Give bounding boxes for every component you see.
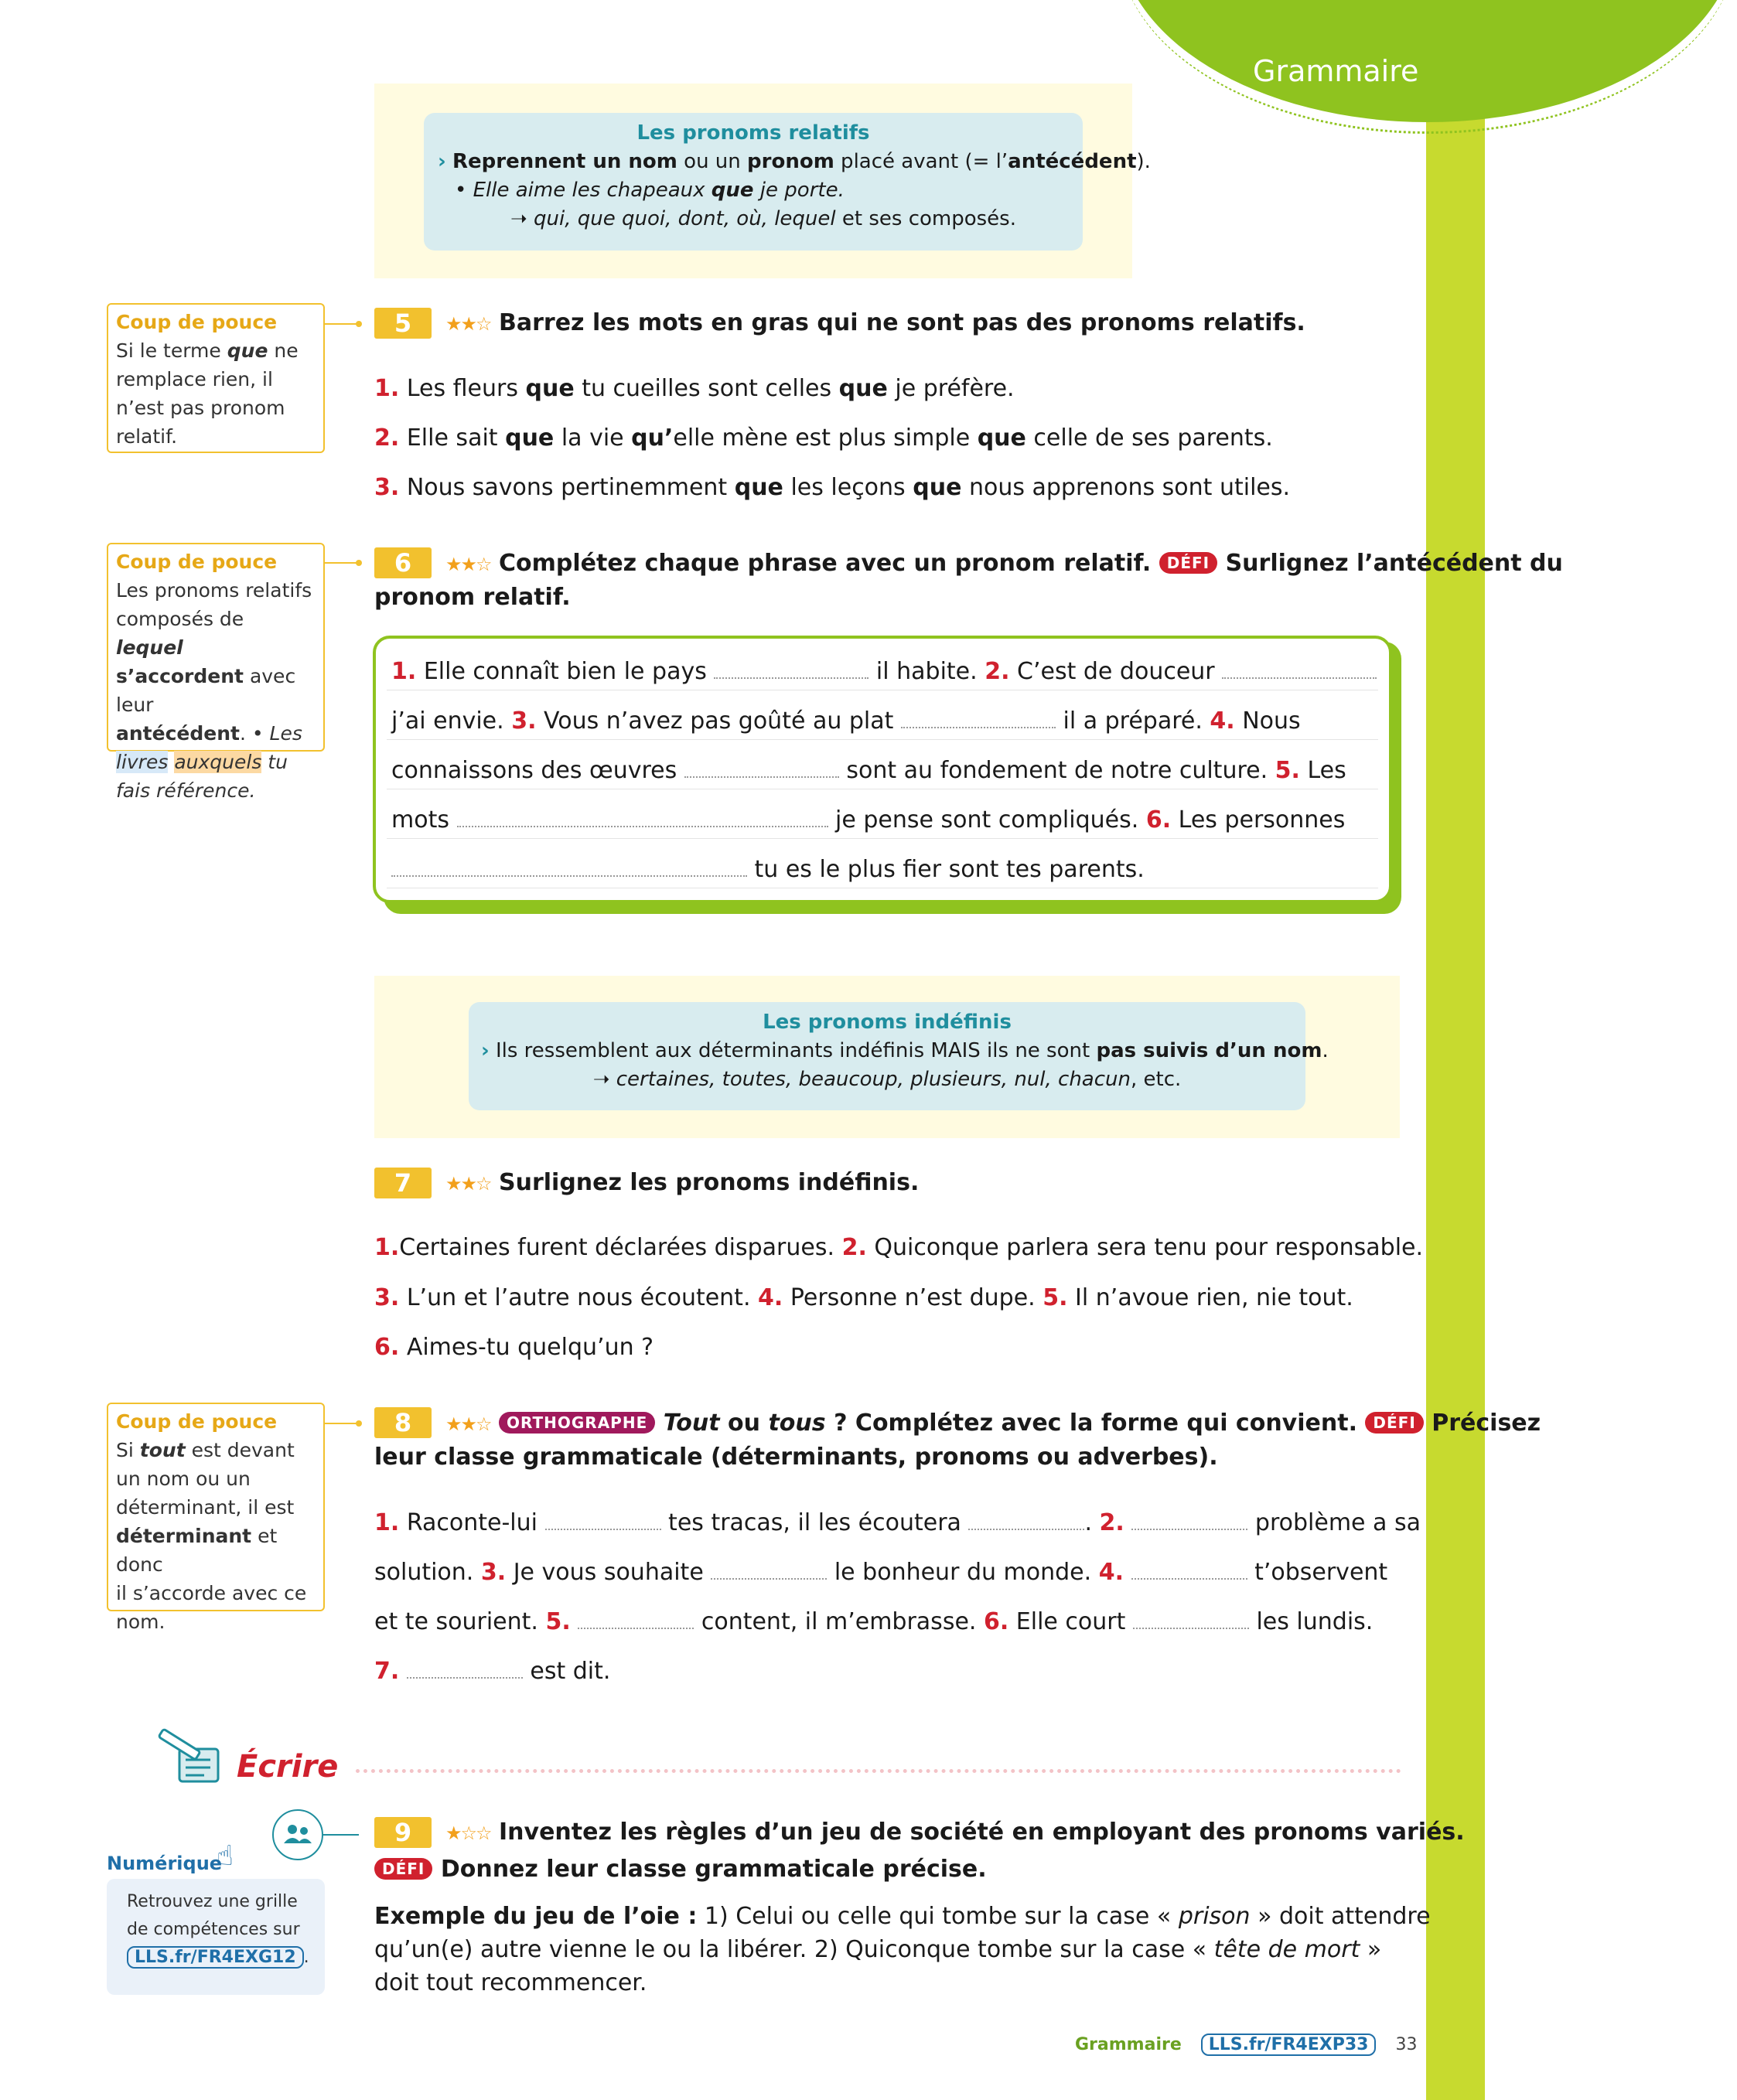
exercise-number: 8 xyxy=(374,1407,432,1438)
blank-field[interactable] xyxy=(578,1606,694,1629)
defi-badge: DÉFI xyxy=(1365,1412,1423,1434)
fill-line: tu es le plus fier sont tes parents. xyxy=(391,854,1145,885)
page-footer xyxy=(1075,2035,1417,2054)
group-work-icon xyxy=(272,1809,323,1860)
exercise-number: 7 xyxy=(374,1168,432,1198)
exercise-line: qu’un(e) autre vienne le ou la libérer. 2) Quiconque tombe sur la case « tête de mort » xyxy=(374,1936,1382,1963)
chevron-icon: › xyxy=(438,150,446,173)
section-label: Grammaire xyxy=(1253,54,1419,88)
exercise-line: doit tout recommencer. xyxy=(374,1969,647,1996)
section-heading-ecrire: Écrire xyxy=(237,1749,339,1785)
exercise-line: 6. Aimes-tu quelqu’un ? xyxy=(374,1334,654,1361)
rule-list: ➝ qui, que quoi, dont, où, lequel et ses composés. xyxy=(510,207,1016,230)
exercise-line: 7. est dit. xyxy=(374,1655,610,1687)
rule-line: › Reprennent un nom ou un pronom placé avant (= l’antécédent). xyxy=(438,150,1151,173)
fill-line: mots je pense sont compliqués. 6. Les personnes xyxy=(391,804,1345,836)
orthographe-badge: ORTHOGRAPHE xyxy=(499,1412,655,1434)
fill-line: j’ai envie. 3. Vous n’avez pas goûté au plat il a préparé. 4. Nous xyxy=(391,705,1301,737)
exercise-title: ★★☆ Surlignez les pronoms indéfinis. xyxy=(445,1169,920,1196)
exercise-title: ★★☆ ORTHOGRAPHE Tout ou tous ? Complétez avec la forme qui convient. DÉFI Précisez xyxy=(445,1410,1541,1437)
defi-badge: DÉFI xyxy=(1159,552,1217,574)
exercise-number: 5 xyxy=(374,308,432,339)
exercise-line: 1. Les fleurs que tu cueilles sont celles que je préfère. xyxy=(374,375,1015,402)
blank-field[interactable] xyxy=(684,755,839,778)
tip-title: Coup de pouce xyxy=(116,551,278,573)
tip-title: Coup de pouce xyxy=(116,311,278,333)
exercise-line: 1. Raconte-lui tes tracas, il les écoutera . 2. problème a sa xyxy=(374,1507,1421,1539)
exercise-title-continued: DÉFI Donnez leur classe grammaticale précise. xyxy=(374,1853,987,1886)
blank-field[interactable] xyxy=(968,1507,1084,1530)
tip-connector-dot xyxy=(356,321,362,327)
pointer-hand-icon: ☝ xyxy=(217,1840,234,1872)
blank-field[interactable] xyxy=(545,1507,661,1530)
difficulty-stars-icon: ★★☆ xyxy=(445,1173,491,1195)
numerique-title: Numérique xyxy=(107,1853,223,1874)
tip-box: Coup de pouce Si le terme que ne remplace rien, il n’est pas pronom relatif. xyxy=(107,303,325,453)
tip-connector xyxy=(325,323,359,325)
blank-field[interactable] xyxy=(391,854,747,877)
exercise-line: 3. L’un et l’autre nous écoutent. 4. Personne n’est dupe. 5. Il n’avoue rien, nie tout. xyxy=(374,1284,1353,1311)
blank-field[interactable] xyxy=(1131,1507,1247,1530)
exercise-number: 9 xyxy=(374,1817,432,1848)
side-color-bar xyxy=(1426,0,1485,2100)
page-number: 33 xyxy=(1395,2035,1418,2054)
exercise-line: et te sourient. 5. content, il m’embrasse. 6. Elle court les lundis. xyxy=(374,1606,1373,1638)
rule-box-relatifs xyxy=(424,113,1151,251)
difficulty-stars-icon: ★★☆ xyxy=(445,1413,491,1435)
difficulty-stars-icon: ★★☆ xyxy=(445,554,491,575)
exercise-title: ★☆☆ Inventez les règles d’un jeu de société en employant des pronoms variés. xyxy=(445,1819,1465,1846)
blank-field[interactable] xyxy=(1222,656,1377,679)
numerique-box: Retrouvez une grille de compétences sur LLS.fr/FR4EXG12 . xyxy=(107,1879,325,1995)
fill-line: connaissons des œuvres sont au fondement de notre culture. 5. Les xyxy=(391,755,1346,786)
footer-section: Grammaire xyxy=(1075,2035,1182,2054)
dotted-separator xyxy=(356,1769,1401,1773)
exercise-line: 3. Nous savons pertinemment que les leçons que nous apprenons sont utiles. xyxy=(374,474,1291,501)
rule-list: ➝ certaines, toutes, beaucoup, plusieurs, nul, chacun, etc. xyxy=(592,1068,1182,1091)
chevron-icon: › xyxy=(481,1039,490,1062)
exercise-title-continued: leur classe grammaticale (déterminants, pronoms ou adverbes). xyxy=(374,1444,1218,1471)
numerique-link[interactable]: LLS.fr/FR4EXG12 xyxy=(127,1946,304,1969)
exercise-title: ★★☆ Barrez les mots en gras qui ne sont pas des pronoms relatifs. xyxy=(445,309,1305,336)
fill-line: 1. Elle connaît bien le pays il habite. 2. C’est de douceur xyxy=(391,656,1377,687)
difficulty-stars-icon: ★☆☆ xyxy=(445,1822,491,1844)
exercise-line: 2. Elle sait que la vie qu’elle mène est plus simple que celle de ses parents. xyxy=(374,424,1273,452)
footer-link[interactable]: LLS.fr/FR4EXP33 xyxy=(1201,2034,1377,2056)
exercise-line: Exemple du jeu de l’oie : 1) Celui ou celle qui tombe sur la case « prison » doit attendre xyxy=(374,1903,1431,1930)
exercise-line: 1.Certaines furent déclarées disparues. 2. Quiconque parlera sera tenu pour responsable. xyxy=(374,1234,1424,1261)
tip-connector-dot xyxy=(356,1420,362,1427)
tip-box: Coup de pouce Les pronoms relatifs composés de lequel s’accordent avec leur antécédent. • Les livres auxquels tu fais référence. xyxy=(107,543,325,752)
writing-pencil-icon xyxy=(153,1729,227,1786)
rule-box-indefinis xyxy=(469,1002,1329,1110)
exercise-number: 6 xyxy=(374,547,432,578)
blank-field[interactable] xyxy=(901,705,1056,728)
exercise-title: ★★☆ Complétez chaque phrase avec un pronom relatif. DÉFI Surlignez l’antécédent du xyxy=(445,550,1563,577)
blank-field[interactable] xyxy=(1133,1606,1249,1629)
corner-dotted-edge xyxy=(1118,0,1737,134)
difficulty-stars-icon: ★★☆ xyxy=(445,313,491,335)
exercise-line: solution. 3. Je vous souhaite le bonheur du monde. 4. t’observent xyxy=(374,1556,1387,1588)
blank-field[interactable] xyxy=(407,1655,523,1679)
rule-title: Les pronoms relatifs xyxy=(636,121,870,145)
tip-box: Coup de pouce Si tout est devant un nom ou un déterminant, il est déterminant et donc il s’accorde avec ce nom. xyxy=(107,1403,325,1611)
blank-field[interactable] xyxy=(714,656,868,679)
defi-badge: DÉFI xyxy=(374,1858,432,1880)
blank-field[interactable] xyxy=(711,1556,827,1580)
numerique-connector xyxy=(323,1834,359,1836)
blank-field[interactable] xyxy=(1131,1556,1247,1580)
rule-line: › Ils ressemblent aux déterminants indéfinis MAIS ils ne sont pas suivis d’un nom. xyxy=(481,1039,1329,1062)
exercise-title-continued: pronom relatif. xyxy=(374,584,571,611)
rule-title: Les pronoms indéfinis xyxy=(763,1011,1012,1034)
tip-title: Coup de pouce xyxy=(116,1410,278,1433)
blank-field[interactable] xyxy=(457,804,828,827)
tip-connector xyxy=(325,562,359,564)
tip-connector-dot xyxy=(356,560,362,566)
rule-example: • Elle aime les chapeaux que je porte. xyxy=(455,179,845,202)
tip-connector xyxy=(325,1423,359,1424)
